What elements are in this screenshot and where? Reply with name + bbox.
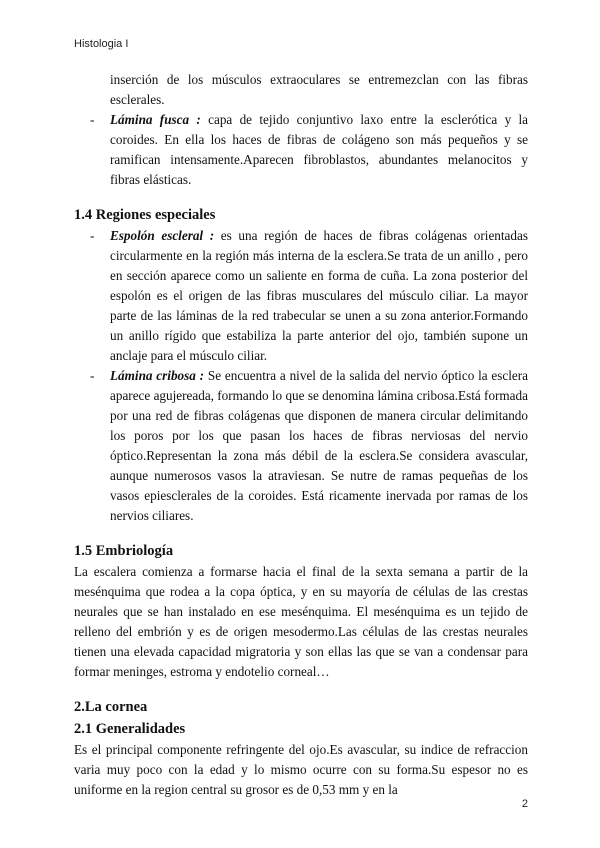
section-heading-2-1: 2.1 Generalidades (74, 721, 186, 737)
paragraph-generalidades: Es el principal componente refringente del ojo.Es avascular, su indice de refraccion varia muy poco con la edad y lo mismo ocurre con su forma.Su espesor no es uniforme en la region central su grosor es de 0,53 mm y en la (74, 742, 528, 797)
bullet-dash: - (90, 368, 95, 383)
term-lamina-cribosa: Lámina cribosa : (110, 368, 205, 383)
continuation-paragraph: inserción de los músculos extraoculares se entremezclan con las fibras esclerales. (110, 72, 528, 107)
page-header: Histologia I (74, 38, 129, 50)
section-heading-2: 2.La cornea (74, 699, 148, 715)
list-item-espolon-escleral (74, 226, 528, 366)
list-item-lamina-cribosa (74, 366, 528, 526)
definition-lamina-cribosa: Se encuentra a nivel de la salida del nervio óptico la esclera aparece agujereada, formando lo que se denomina lámina cribosa.Está formada por una red de fibras colágenas que disponen de manera circular delimitando los poros por los que pasan los haces de fibras nerviosas del nervio óptico.Representan la zona más débil de la esclera.Se considera avascular, aunque numerosos vasos la atraviesan. Se nutre de ramas pequeñas de los vasos epiesclerales de la coroides. Está ricamente inervada por ramas de los nervios ciliares. (110, 368, 529, 523)
page-number: 2 (521, 798, 528, 810)
section-heading-1-5: 1.5 Embriología (74, 543, 174, 559)
list-item-lamina-fusca (74, 110, 528, 190)
definition-lamina-fusca: capa de tejido conjuntivo laxo entre la esclerótica y la coroides. En ella los haces de fibras de colágeno son más pequeños y se ramifican intensamente.Aparecen fibroblastos, abundantes melanocitos y fibras elásticas. (110, 112, 528, 187)
term-espolon-escleral: Espolón escleral : (110, 228, 215, 243)
paragraph-embriologia: La escalera comienza a formarse hacia el final de la sexta semana a partir de la mesénquima que rodea a la copa óptica, y en su mayoría de células de las crestas neurales que se han instalado en ese mesénquima. El mesénquima es un tejido de relleno del embrión y es de origen mesodermo.Las células de las crestas neurales tienen una elevada capacidad migratoria y son ellas las que se van a condensar para formar meninges, estroma y endotelio corneal… (74, 564, 528, 679)
section-heading-1-4: 1.4 Regiones especiales (74, 207, 216, 223)
bullet-dash: - (90, 112, 95, 127)
bullet-dash: - (90, 228, 95, 243)
document-body (74, 70, 528, 800)
term-lamina-fusca: Lámina fusca : (110, 112, 201, 127)
definition-espolon-escleral: es una región de haces de fibras colágenas orientadas circularmente en la región más interna de la esclera.Se trata de un anillo , pero en sección aparece como un saliente en forma de cuña. La zona posterior del espolón es el origen de las fibras musculares del músculo ciliar. La mayor parte de las láminas de la red trabecular se unen a su zona anterior.Formando un anillo rígido que estabiliza la parte anterior del ojo, también supone un anclaje para el músculo ciliar. (110, 228, 528, 363)
